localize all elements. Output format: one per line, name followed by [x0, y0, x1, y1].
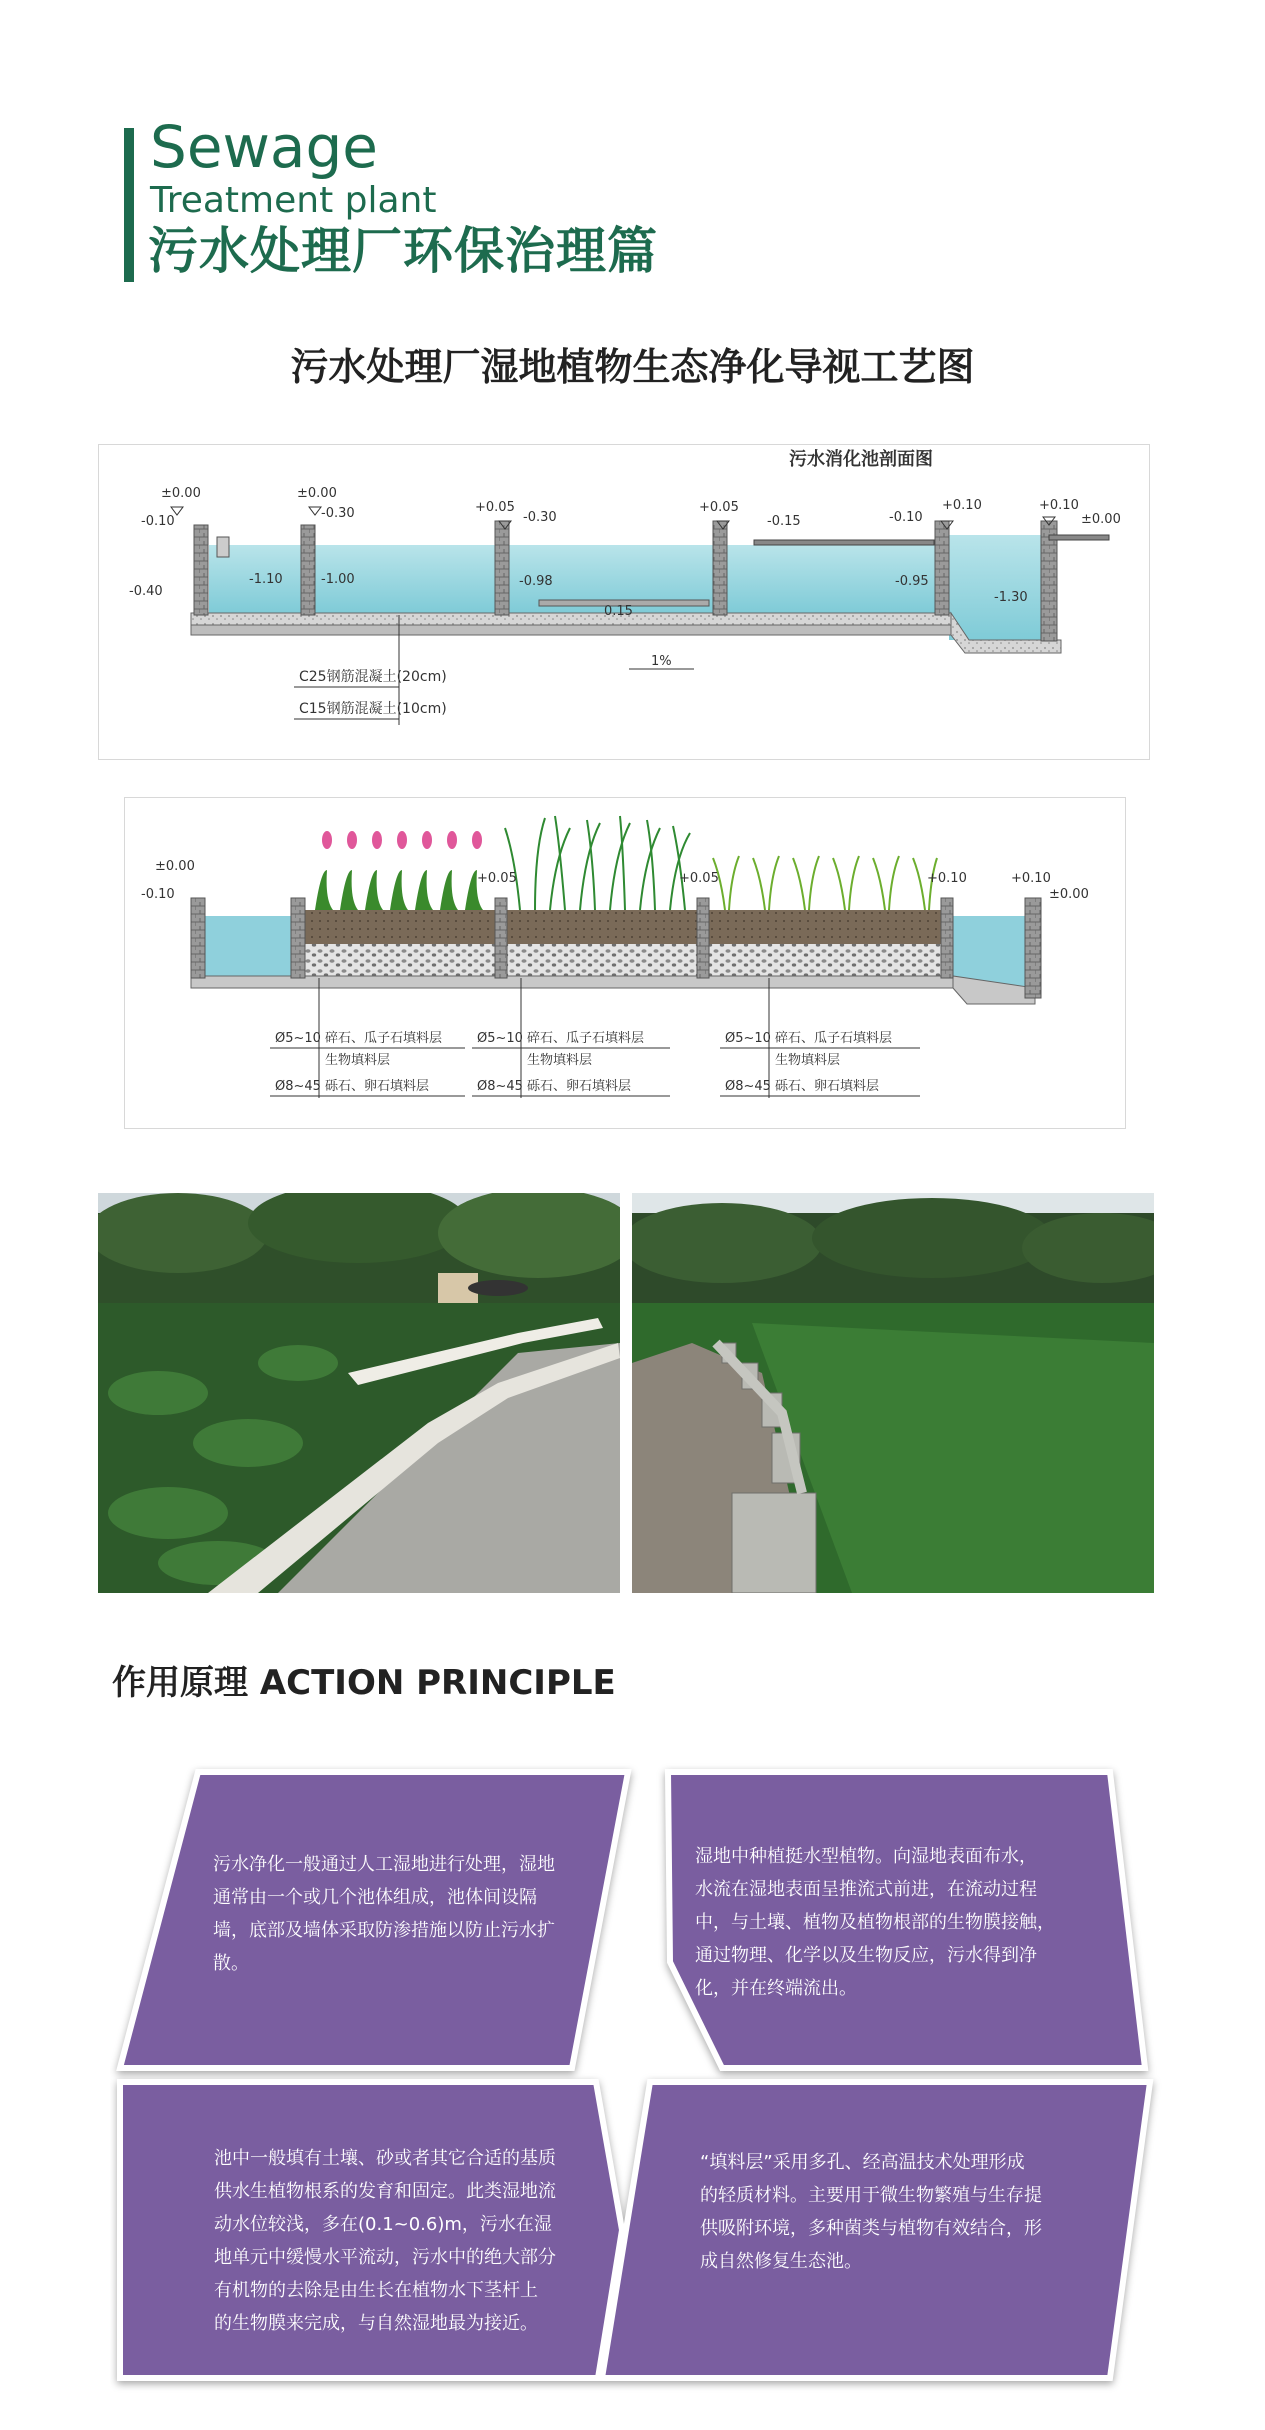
elev-label: 0.15 [604, 604, 633, 619]
wall [194, 525, 208, 615]
layer-note: 砾石、卵石填料层 [527, 1079, 632, 1094]
tank-section-svg [99, 445, 1149, 759]
elev-label: -0.10 [889, 510, 923, 525]
layer-size-2: Ø8~45 [275, 1079, 321, 1094]
sump-water [949, 535, 1041, 640]
layer-size-1: Ø5~10 [275, 1031, 321, 1046]
elev-label: -1.10 [249, 572, 283, 587]
elev-label: -0.30 [523, 510, 557, 525]
lotus-pond-image [98, 1193, 620, 1593]
wall [713, 521, 727, 615]
elev-label: -0.30 [321, 506, 355, 521]
wall [935, 521, 949, 615]
layer-note: 碎石、瓜子石填料层 [527, 1031, 645, 1046]
elev-label: -0.10 [141, 887, 175, 902]
elev-label: +0.05 [699, 500, 739, 515]
concrete-note-2: C15钢筋混凝土(10cm) [299, 701, 447, 717]
elev-label: +0.10 [942, 498, 982, 513]
gravel-layer [709, 944, 941, 976]
elev-label: +0.10 [1039, 498, 1079, 513]
tank-section-title: 污水消化池剖面图 [789, 449, 933, 470]
layer-size-2: Ø8~45 [725, 1079, 771, 1094]
wetland-section-svg [125, 798, 1125, 1128]
layer-note: 生物填料层 [325, 1053, 391, 1068]
elev-label: ±0.00 [161, 486, 201, 501]
layer-note: 生物填料层 [527, 1053, 593, 1068]
elev-label: -0.15 [767, 514, 801, 529]
principle-text-4: “填料层”采用多孔、经高温技术处理形成 的轻质材料。主要用于微生物繁殖与生存提 供吸附环境，多种菌类与植物有效结合，形 成自然修复生态池。 [700, 2152, 1042, 2272]
lotus-pond-photo [98, 1193, 620, 1593]
elev-label: -1.00 [321, 572, 355, 587]
elev-label: -1.30 [994, 590, 1028, 605]
principle-text-1: 污水净化一般通过人工湿地进行处理，湿地 通常由一个或几个池体组成，池体间设隔 墙，底部及墙体采取防渗措施以防止污水扩 散。 [213, 1854, 555, 1974]
layer-size-1: Ø5~10 [477, 1031, 523, 1046]
elev-label: -0.98 [519, 574, 553, 589]
wall [301, 525, 315, 615]
wall [191, 898, 205, 978]
elev-label: +0.05 [477, 871, 517, 886]
elev-label: ±0.00 [297, 486, 337, 501]
wall [1025, 898, 1041, 998]
layer-note: 砾石、卵石填料层 [325, 1079, 430, 1094]
elev-label: -0.10 [141, 514, 175, 529]
inlet [217, 537, 229, 557]
section-title-action-principle: 作用原理 ACTION PRINCIPLE [112, 1663, 616, 1703]
gravel-layer [305, 944, 495, 976]
wall [941, 898, 953, 978]
header-title-en-1: Sewage [150, 113, 378, 181]
elev-label: ±0.00 [155, 859, 195, 874]
grass-plants [713, 856, 937, 910]
slab-c15 [191, 625, 951, 635]
header-accent-bar [124, 128, 134, 282]
header-title-en-2: Treatment plant [150, 180, 437, 221]
layer-size-2: Ø8~45 [477, 1079, 523, 1094]
layer-size-1: Ø5~10 [725, 1031, 771, 1046]
layer-note: 碎石、瓜子石填料层 [325, 1031, 443, 1046]
tank-section-diagram [98, 444, 1150, 760]
layer-note: 砾石、卵石填料层 [775, 1079, 880, 1094]
wall [697, 898, 709, 978]
layer-note: 生物填料层 [775, 1053, 841, 1068]
wetland-section-diagram [124, 797, 1126, 1129]
slope-label: 1% [651, 654, 672, 669]
wall [495, 521, 509, 615]
gravel-layer [507, 944, 697, 976]
principle-text-2: 湿地中种植挺水型植物。向湿地表面布水， 水流在湿地表面呈推流式前进，在流动过程 中，与土壤、植物及植物根部的生物膜接触， 通过物理、化学以及生物反应，污水得到净 化，并在终端流出。 [695, 1846, 1055, 1999]
elev-label: +0.05 [475, 500, 515, 515]
principle-text-3: 池中一般填有土壤、砂或者其它合适的基质 供水生植物根系的发育和固定。此类湿地流 动水位较浅，多在(0.1~0.6)m，污水在湿 地单元中缓慢水平流动，污水中的绝大部分 有机物的去除是由生长在植物水下茎杆上 的生物膜来完成，与自然湿地最为接近。 [214, 2148, 556, 2334]
elev-label: +0.05 [679, 871, 719, 886]
elev-label: ±0.00 [1049, 887, 1089, 902]
pipe [1049, 535, 1109, 540]
header-title-cn: 污水处理厂环保治理篇 [148, 222, 658, 280]
wall [291, 898, 305, 978]
principle-panels [110, 1762, 1170, 2402]
wetland-path-image [632, 1193, 1154, 1593]
elev-label: ±0.00 [1081, 512, 1121, 527]
inlet-basin-water [203, 916, 293, 976]
pipe [754, 540, 934, 545]
concrete-note-1: C25钢筋混凝土(20cm) [299, 669, 447, 685]
wetland-path-photo [632, 1193, 1154, 1593]
layer-note: 碎石、瓜子石填料层 [775, 1031, 893, 1046]
elev-label: -0.95 [895, 574, 929, 589]
flowering-plants [315, 831, 483, 910]
wall [495, 898, 507, 978]
elev-label: +0.10 [927, 871, 967, 886]
bio-layer [305, 910, 495, 944]
bio-layer [709, 910, 941, 944]
reed-plants [505, 816, 690, 910]
elev-label: -0.40 [129, 584, 163, 599]
bio-layer [507, 910, 697, 944]
page-title: 污水处理厂湿地植物生态净化导视工艺图 [290, 345, 975, 389]
elev-label: +0.10 [1011, 871, 1051, 886]
